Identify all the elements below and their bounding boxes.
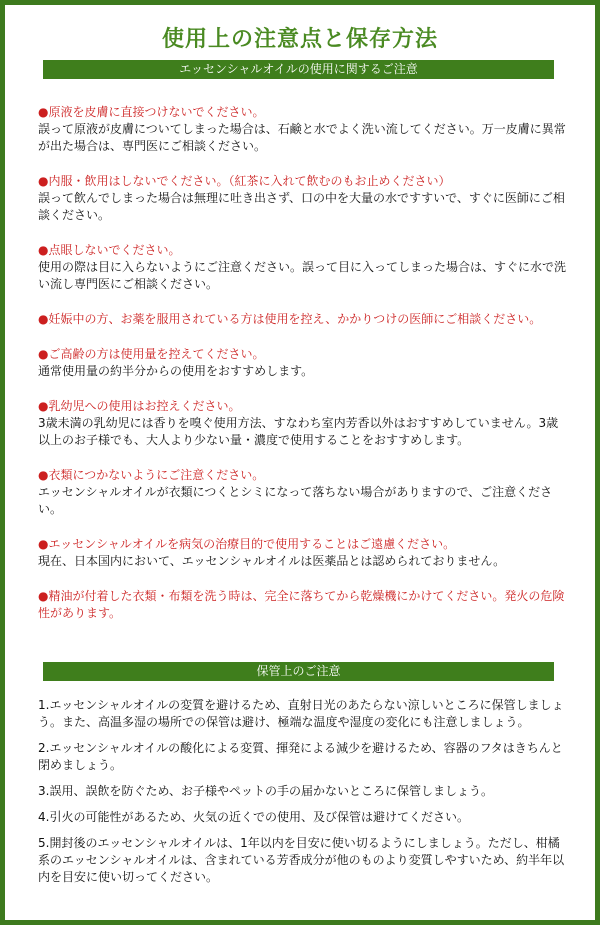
note-heading — [38, 242, 568, 259]
storage-item: 1.エッセンシャルオイルの変質を避けるため、直射日光のあたらない涼しいところに保管しましょう。また、高温多湿の場所での保管は避け、極端な温度や湿度の変化にも注意しましょう。 — [38, 698, 564, 729]
note-heading-text: 妊娠中の方、お薬を服用されている方は使用を控え、かかりつけの医師にご相談ください。 — [48, 312, 542, 326]
note-infants — [38, 398, 568, 449]
note-body: 現在、日本国内において、エッセンシャルオイルは医薬品とは認められておりません。 — [38, 554, 506, 568]
note-body: 誤って飲んでしまった場合は無理に吐き出さず、口の中を大量の水ですすいで、すぐに医師にご相談ください。 — [38, 191, 565, 222]
note-heading — [38, 173, 568, 190]
note-elderly — [38, 346, 568, 380]
bullet-icon: ● — [38, 589, 49, 603]
note-heading-text: 原液を皮膚に直接つけないでください。 — [48, 105, 265, 119]
note-heading — [38, 346, 568, 363]
note-heading-text: 衣類につかないようにご注意ください。 — [48, 468, 265, 482]
note-heading — [38, 104, 568, 121]
note-dryer-fire — [38, 588, 568, 622]
note-body: エッセンシャルオイルが衣類につくとシミになって落ちない場合がありますので、ご注意ください。 — [38, 485, 553, 516]
bullet-icon: ● — [38, 347, 49, 361]
storage-item: 5.開封後のエッセンシャルオイルは、1年以内を目安に使い切るようにしましょう。ただし、柑橘系のエッセンシャルオイルは、含まれている芳香成分が他のものより変質しやすいため、約半年以内を目安に使い切ってください。 — [38, 836, 565, 884]
note-pregnancy — [38, 311, 568, 328]
bullet-icon: ● — [38, 468, 49, 482]
section-header-usage: エッセンシャルオイルの使用に関するご注意 — [43, 60, 554, 79]
note-heading — [38, 311, 568, 328]
note-heading-text: ご高齢の方は使用量を控えてください。 — [48, 347, 265, 361]
note-undiluted-skin — [38, 104, 568, 155]
note-body: 使用の際は目に入らないようにご注意ください。誤って目に入ってしまった場合は、すぐに水で洗い流し専門医にご相談ください。 — [38, 260, 567, 291]
note-heading-text: 乳幼児への使用はお控えください。 — [48, 399, 241, 413]
storage-notes-list — [38, 697, 570, 895]
bullet-icon: ● — [38, 243, 49, 257]
note-body: 通常使用量の約半分からの使用をおすすめします。 — [38, 364, 314, 378]
note-body: 誤って原液が皮膚についてしまった場合は、石鹸と水でよく洗い流してください。万一皮膚に異常が出た場合は、専門医にご相談ください。 — [38, 122, 566, 153]
storage-item: 3.誤用、誤飲を防ぐため、お子様やペットの手の届かないところに保管しましょう。 — [38, 784, 493, 798]
note-heading-text: 点眼しないでください。 — [48, 243, 181, 257]
note-no-eyes — [38, 242, 568, 293]
note-heading — [38, 536, 568, 553]
bullet-icon: ● — [38, 105, 49, 119]
section-header-storage: 保管上のご注意 — [43, 662, 554, 681]
note-body: 3歳未満の乳幼児には香りを嗅ぐ使用方法、すなわち室内芳香以外はおすすめしていません。3歳以上のお子様でも、大人より少ない量・濃度で使用することをおすすめします。 — [38, 416, 559, 447]
bullet-icon: ● — [38, 537, 49, 551]
bullet-icon: ● — [38, 174, 49, 188]
bullet-icon: ● — [38, 399, 49, 413]
note-heading — [38, 467, 568, 484]
note-heading-text: 内服・飲用はしないでください。（紅茶に入れて飲むのもお止めください） — [48, 174, 451, 188]
note-heading-text: エッセンシャルオイルを病気の治療目的で使用することはご遠慮ください。 — [48, 537, 456, 551]
note-no-ingestion — [38, 173, 568, 224]
note-clothing — [38, 467, 568, 518]
usage-notes-list — [38, 104, 568, 640]
note-heading — [38, 588, 568, 622]
storage-item: 4.引火の可能性があるため、火気の近くでの使用、及び保管は避けてください。 — [38, 810, 469, 824]
bullet-icon: ● — [38, 312, 49, 326]
storage-item: 2.エッセンシャルオイルの酸化による変質、揮発による減少を避けるため、容器のフタはきちんと閉めましょう。 — [38, 741, 563, 772]
note-heading-text: 精油が付着した衣類・布類を洗う時は、完全に落ちてから乾燥機にかけてください。発火の危険性があります。 — [38, 589, 565, 620]
note-no-medical — [38, 536, 568, 570]
note-heading — [38, 398, 568, 415]
page-title: 使用上の注意点と保存方法 — [161, 27, 438, 52]
